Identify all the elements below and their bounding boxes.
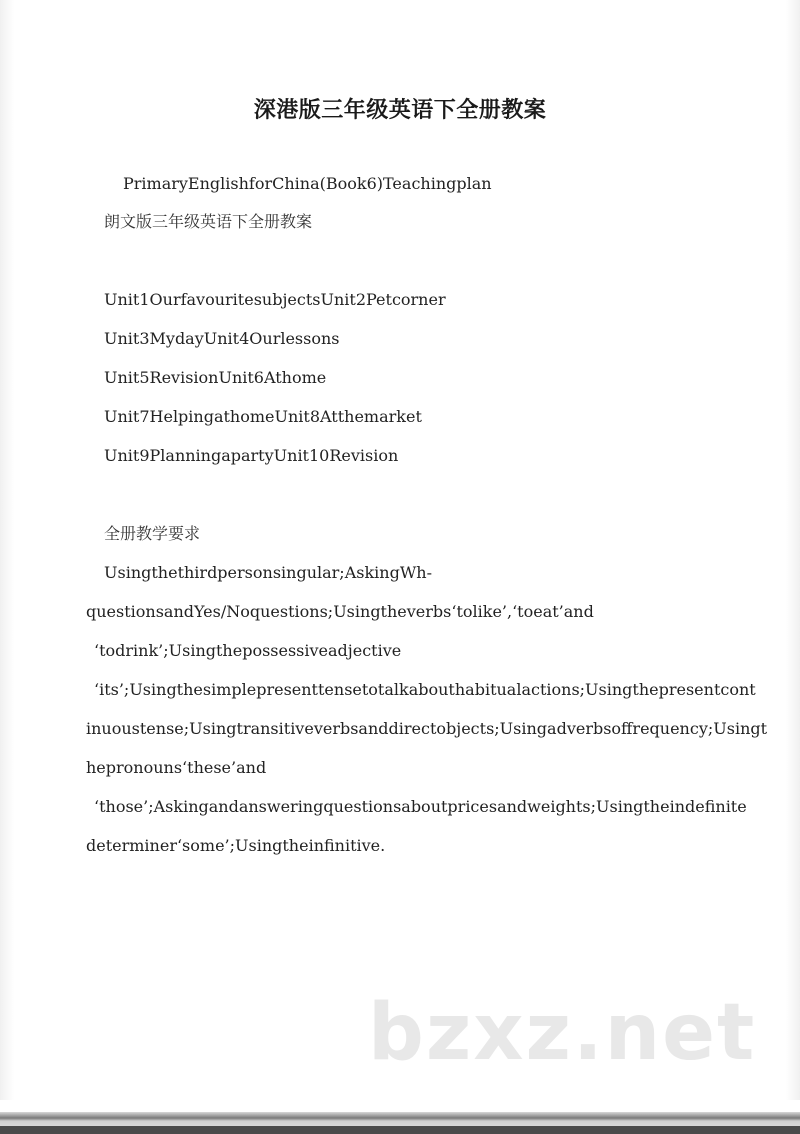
requirements-line: ‘those’;Askingandansweringquestionsaboutpricesandweights;Usingtheindefinite bbox=[94, 797, 747, 816]
page-bottom-shadow bbox=[0, 1126, 800, 1134]
requirements-line: Usingthethirdpersonsingular;AskingWh- bbox=[104, 563, 432, 582]
requirements-line: hepronouns‘these’and bbox=[86, 758, 267, 777]
page-edge-left bbox=[0, 0, 14, 1100]
unit-line: Unit5RevisionUnit6Athome bbox=[104, 368, 327, 387]
watermark: bzxz.net bbox=[368, 988, 757, 1078]
requirements-line: determiner‘some’;Usingtheinfinitive. bbox=[86, 836, 386, 855]
subtitle-english: PrimaryEnglishforChina(Book6)Teachingplan bbox=[123, 174, 492, 193]
unit-line: Unit9PlanningapartyUnit10Revision bbox=[104, 446, 399, 465]
requirements-heading: 全册教学要求 bbox=[104, 524, 201, 543]
unit-line: Unit7HelpingathomeUnit8Atthemarket bbox=[104, 407, 422, 426]
unit-line: Unit1OurfavouritesubjectsUnit2Petcorner bbox=[104, 290, 446, 309]
page-edge-right bbox=[786, 0, 800, 1100]
requirements-line: inuoustense;Usingtransitiveverbsanddirectobjects;Usingadverbsoffrequency;Usingt bbox=[86, 719, 768, 738]
document-title: 深港版三年级英语下全册教案 bbox=[253, 98, 547, 123]
requirements-line: questionsandYes/Noquestions;Usingtheverbs‘tolike’,‘toeat’and bbox=[86, 602, 594, 621]
requirements-line: ‘its’;Usingthesimplepresenttensetotalkabouthabitualactions;Usingthepresentcont bbox=[94, 680, 756, 699]
subtitle-chinese: 朗文版三年级英语下全册教案 bbox=[104, 212, 313, 231]
requirements-line: ‘todrink’;Usingthepossessiveadjective bbox=[94, 641, 402, 660]
unit-line: Unit3MydayUnit4Ourlessons bbox=[104, 329, 340, 348]
